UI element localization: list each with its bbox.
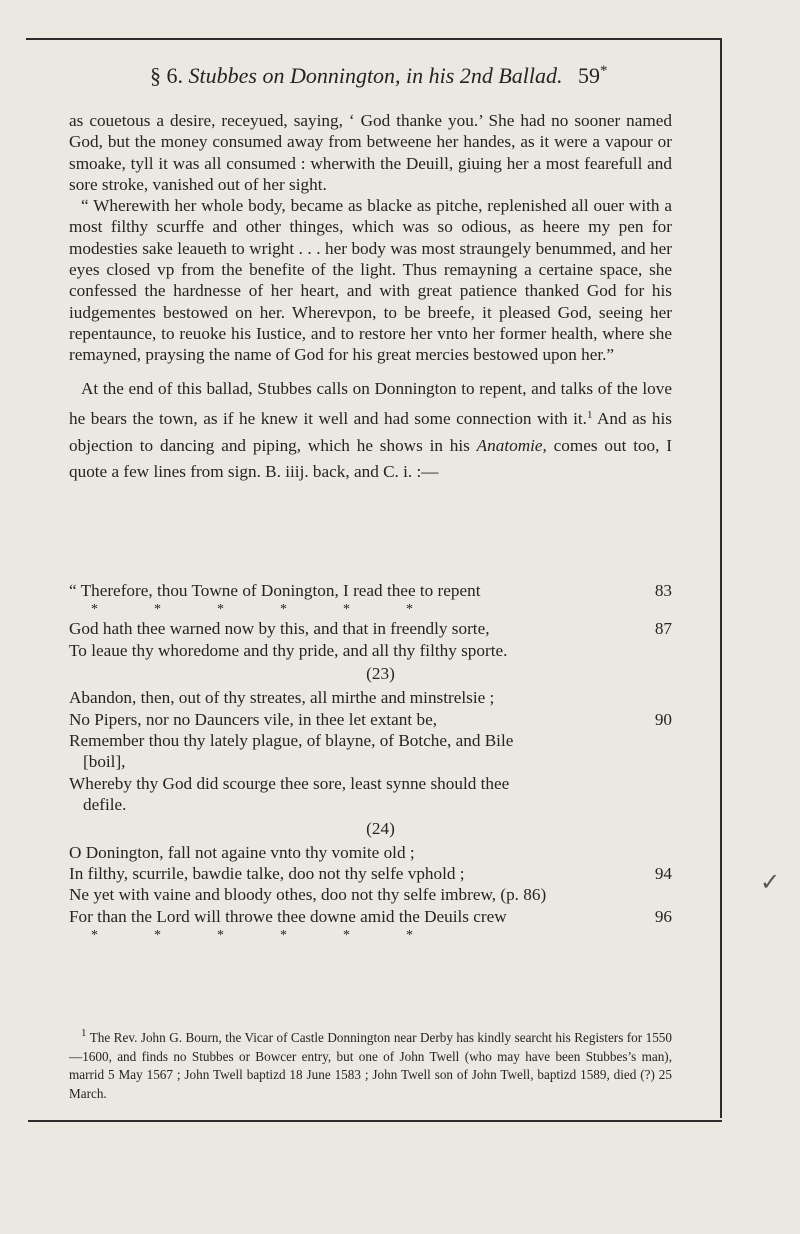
verse-line: Ne yet with vaine and bloody othes, doo not thy selfe imbrew, (p. 86) — [69, 885, 547, 905]
footnote-ref: 1 — [586, 409, 593, 422]
verse-line: God hath thee warned now by this, and that in freendly sorte, 87 — [69, 619, 672, 639]
paragraph-3: At the end of this ballad, Stubbes calls on Donnington to repent, and talks of the love he bears the town, as if he knew it well and had some connection with it.$^1$ And as his objection to dancing and piping, which he shows in his Anatomie, comes out too, I quote a few lines from sign. B. iiij. back, and C. i. :— — [69, 378, 673, 482]
verse-line: Remember thou thy lately plague, of blayne, of Botche, and Bile [boil], — [69, 731, 514, 772]
line-number: 83 — [654, 581, 672, 600]
line-number: 94 — [654, 864, 672, 884]
verse-line: Whereby thy God did scourge thee sore, least synne should thee defile. — [69, 773, 510, 815]
verse-line: O Donington, fall not againe vnto thy vomite old ; — [69, 842, 415, 862]
verse-line: To leaue thy whoredome and thy pride, and all thy filthy sporte. — [69, 640, 508, 660]
verse-line: In filthy, scurrile, bawdie talke, doo not thy selfe vphold ; 94 — [69, 864, 672, 884]
running-header — [150, 63, 608, 89]
body-text — [69, 110, 672, 486]
section-number: § 6. — [150, 63, 183, 88]
verse-line: Abandon, then, out of thy streates, all mirthe and minstrelsie ; — [69, 688, 495, 708]
ellipsis-stars: * * * * * * — [91, 928, 413, 944]
line-number: 90 — [654, 709, 672, 729]
verse-line: For than the Lord will throwe thee downe amid the Deuils crew 96 — [69, 906, 672, 926]
footnote-mark: 1 — [81, 1027, 87, 1039]
line-number: 96 — [654, 906, 672, 926]
bottom-rule — [28, 1120, 722, 1122]
line-number: 87 — [654, 619, 672, 639]
paragraph-2: “ Wherewith her whole body, became as blacke as pitche, replenished all ouer with a most filthy scurffe and other thinges, which was so odious, as heere my pen for modesties sake leaueth to wright . . . her body was most straungely benummed, and her eyes closed vp from the benefite of the light. Thus remayning a certaine space, she confessed the hardnesse of her heart, and with great patience thanked God for his iudgementes bestowed on her. Wherevpon, to be breefe, it pleased God, seeing her repentaunce, to reuoke his Iustice, and to restore her vnto her former health, where she remayned, praysing the name of God for his great mercies bestowed upon her.” — [69, 196, 672, 365]
verse-line: No Pipers, nor no Dauncers vile, in thee let extant be, 90 — [69, 709, 672, 729]
ellipsis-stars: * * * * * * — [91, 602, 413, 618]
stanza-number: (24) — [366, 818, 395, 838]
verse-block — [69, 580, 672, 944]
paragraph-1: as couetous a desire, receyued, saying, ‘ God thanke you.’ She had no sooner named God, but the money consumed away from betweene her handes, as it were a vapour or smoake, tyll it was all consumed : wherwith the Deuill, giuing her a most fearefull and sore stroke, vanished out of her sight. — [69, 111, 672, 194]
header-title: Stubbes on Donnington, in his 2nd Ballad. — [188, 63, 563, 88]
stanza-number: (23) — [366, 664, 395, 684]
verse-line: “ Therefore, thou Towne of Donington, I read thee to repent 83 — [69, 581, 672, 600]
page-number: 59* — [578, 63, 608, 88]
footnote: $^1$ The Rev. John G. Bourn, the Vicar of Castle Donnington near Derby has kindly searcht his Registers for 1550—1600, and finds no Stubbes or Bowcer entry, but one of John Twell (who may have been Stubbes’s man), marrid 5 May 1567 ; John Twell baptizd 18 June 1583 ; John Twell son of John Twell, baptizd 1589, died (?) 25 March. — [69, 1027, 672, 1101]
margin-check-mark: ✓ — [760, 868, 781, 896]
